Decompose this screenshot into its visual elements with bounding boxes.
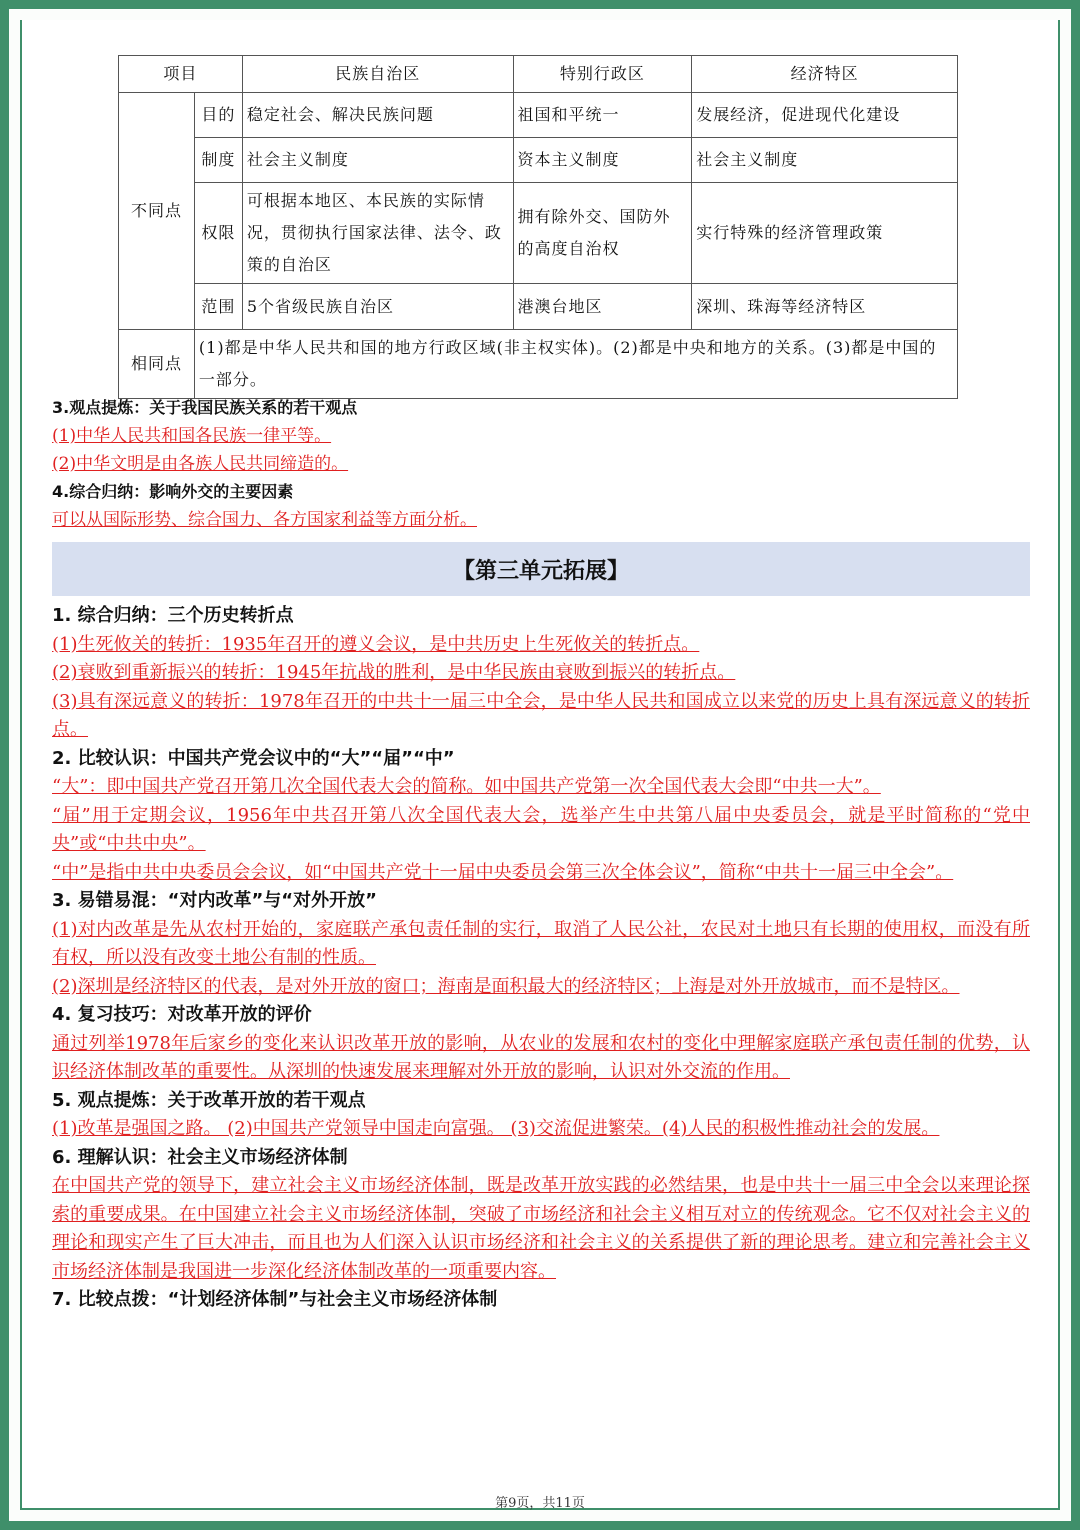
table-cell: 拥有除外交、国防外的高度自治权 bbox=[513, 183, 692, 284]
comparison-table bbox=[118, 55, 958, 399]
row-label: 权限 bbox=[194, 183, 242, 284]
section-title: 6. 理解认识：社会主义市场经济体制 bbox=[52, 1146, 348, 1168]
section-line: (2)中华文明是由各族人民共同缔造的。 bbox=[52, 454, 349, 474]
top-sections bbox=[52, 394, 1030, 534]
same-points-cell: (1)都是中华人民共和国的地方行政区域(非主权实体)。(2)都是中央和地方的关系。(3)都是中国的一部分。 bbox=[194, 330, 957, 399]
section-line: 在中国共产党的领导下，建立社会主义市场经济体制，既是改革开放实践的必然结果，也是中共十一届三中全会以来理论探索的重要成果。在中国建立社会主义市场经济体制，突破了市场经济和社会主义相互对立的传统观念。它不仅对社会主义的理论和现实产生了巨大冲击，而且也为人们深入认识市场经济和社会主义的关系提供了新的理论思考。建立和完善社会主义市场经济体制是我国进一步深化经济体制改革的一项重要内容。 bbox=[52, 1175, 1030, 1282]
section-line: (2)衰败到重新振兴的转折：1945年抗战的胜利，是中华民族由衰败到振兴的转折点。 bbox=[52, 662, 736, 683]
row-label: 目的 bbox=[194, 93, 242, 138]
table-row bbox=[119, 183, 958, 284]
table-cell: 5个省级民族自治区 bbox=[242, 284, 513, 330]
section-line: “中”是指中共中央委员会会议，如“中国共产党十一届中央委员会第三次全体会议”，简称“中共十一届三中全会”。 bbox=[52, 861, 954, 883]
page-footer: 第9页，共11页 bbox=[495, 1496, 585, 1511]
row-label: 范围 bbox=[194, 284, 242, 330]
section-title: 3. 易错易混：“对内改革”与“对外开放” bbox=[52, 890, 377, 911]
main-content bbox=[52, 394, 1030, 1315]
header-cell: 项目 bbox=[119, 56, 243, 93]
group-label-diff: 不同点 bbox=[119, 93, 195, 330]
table-cell: 发展经济，促进现代化建设 bbox=[692, 93, 958, 138]
section-line: (1)生死攸关的转折：1935年召开的遵义会议，是中共历史上生死攸关的转折点。 bbox=[52, 633, 700, 655]
table-cell: 社会主义制度 bbox=[692, 138, 958, 183]
row-label: 制度 bbox=[194, 138, 242, 183]
table-cell: 港澳台地区 bbox=[513, 284, 692, 330]
section-title: 5. 观点提炼：关于改革开放的若干观点 bbox=[52, 1089, 366, 1111]
unit-banner: 【第三单元拓展】 bbox=[52, 542, 1030, 596]
table-cell: 稳定社会、解决民族问题 bbox=[242, 93, 513, 138]
section-line: 可以从国际形势、综合国力、各方国家利益等方面分析。 bbox=[52, 510, 477, 530]
table-row-same bbox=[119, 330, 958, 399]
header-cell: 民族自治区 bbox=[242, 56, 513, 93]
table-row bbox=[119, 284, 958, 330]
table-cell: 深圳、珠海等经济特区 bbox=[692, 284, 958, 330]
table-header-row bbox=[119, 56, 958, 93]
section-title: 7. 比较点拨：“计划经济体制”与社会主义市场经济体制 bbox=[52, 1289, 498, 1310]
section-line: (1)中华人民共和国各民族一律平等。 bbox=[52, 426, 332, 446]
section-title: 4. 复习技巧：对改革开放的评价 bbox=[52, 1004, 312, 1025]
section-line: “大”：即中国共产党召开第几次全国代表大会的简称。如中国共产党第一次全国代表大会即“中共一大”。 bbox=[52, 776, 881, 797]
unit-sections bbox=[52, 602, 1030, 1315]
group-label-same: 相同点 bbox=[119, 330, 195, 399]
section-title: 1. 综合归纳：三个历史转折点 bbox=[52, 605, 294, 626]
table-cell: 社会主义制度 bbox=[242, 138, 513, 183]
table-cell: 资本主义制度 bbox=[513, 138, 692, 183]
section-title: 3.观点提炼：关于我国民族关系的若干观点 bbox=[52, 398, 358, 417]
section-line: (2)深圳是经济特区的代表，是对外开放的窗口；海南是面积最大的经济特区；上海是对外开放城市，而不是特区。 bbox=[52, 975, 960, 997]
table-cell: 实行特殊的经济管理政策 bbox=[692, 183, 958, 284]
table-cell: 祖国和平统一 bbox=[513, 93, 692, 138]
table-row bbox=[119, 93, 958, 138]
section-line: (3)具有深远意义的转折：1978年召开的中共十一届三中全会，是中华人民共和国成立以来党的历史上具有深远意义的转折点。 bbox=[52, 690, 1030, 740]
section-title: 2. 比较认识：中国共产党会议中的“大”“届”“中” bbox=[52, 747, 455, 769]
section-line: (1)对内改革是先从农村开始的，家庭联产承包责任制的实行，取消了人民公社，农民对土地只有长期的使用权，而没有所有权，所以没有改变土地公有制的性质。 bbox=[52, 918, 1030, 968]
section-title: 4.综合归纳：影响外交的主要因素 bbox=[52, 482, 294, 501]
table-row bbox=[119, 138, 958, 183]
table-cell: 可根据本地区、本民族的实际情况，贯彻执行国家法律、法令、政策的自治区 bbox=[242, 183, 513, 284]
header-cell: 经济特区 bbox=[692, 56, 958, 93]
section-line: “届”用于定期会议，1956年中共召开第八次全国代表大会，选举产生中共第八届中央委员会，就是平时简称的“党中央”或“中共中央”。 bbox=[52, 804, 1030, 854]
section-line: 通过列举1978年后家乡的变化来认识改革开放的影响，从农业的发展和农村的变化中理解家庭联产承包责任制的优势，认识经济体制改革的重要性。从深圳的快速发展来理解对外开放的影响，认识对外交流的作用。 bbox=[52, 1032, 1030, 1082]
section-line: (1)改革是强国之路。 (2)中国共产党领导中国走向富强。 (3)交流促进繁荣。(4)人民的积极性推动社会的发展。 bbox=[52, 1118, 940, 1139]
header-cell: 特别行政区 bbox=[513, 56, 692, 93]
